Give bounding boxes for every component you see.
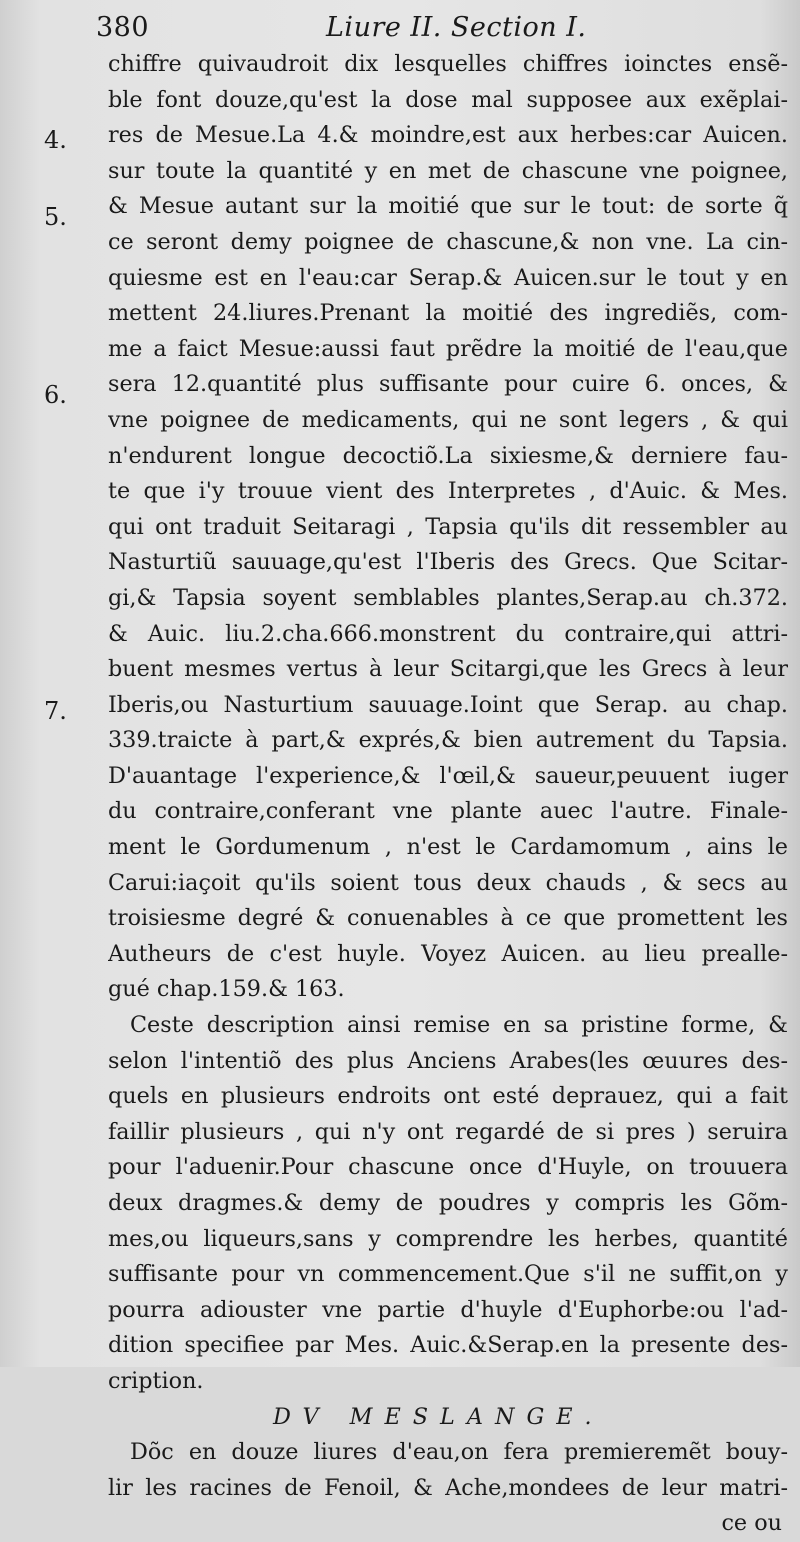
body-text xyxy=(108,47,788,1542)
text-line: quels en plusieurs endroits ont esté deprauez, qui a fait xyxy=(108,1083,788,1110)
text-line: ce seront demy poignee de chascune,& non vne. La cin- xyxy=(108,228,788,255)
text-line: pour l'aduenir.Pour chascune once d'Huyle, on trouuera xyxy=(108,1154,788,1181)
text-line: faillir plusieurs , qui n'y ont regardé de si pres ) seruira xyxy=(108,1118,788,1145)
text-line: dition specifiee par Mes. Auic.&Serap.en la presente des- xyxy=(108,1332,788,1359)
margin-number-5: 5. xyxy=(44,203,67,231)
text-line: troisiesme degré & conuenables à ce que promettent les xyxy=(108,905,788,932)
text-line: lir les racines de Fenoil, & Ache,mondees de leur matri- xyxy=(108,1474,788,1501)
text-line: te que i'y trouue vient des Interpretes , d'Auic. & Mes. xyxy=(108,478,788,505)
text-line: Autheurs de c'est huyle. Voyez Auicen. au lieu prealle- xyxy=(108,940,788,967)
section-heading: DV MESLANGE. xyxy=(273,1403,604,1430)
running-head: Liure II. Section I. xyxy=(326,12,587,43)
text-line: & Auic. liu.2.cha.666.monstrent du contraire,qui attri- xyxy=(108,620,788,647)
text-line: quiesme est en l'eau:car Serap.& Auicen.sur le tout y en xyxy=(108,264,788,291)
text-line: chiffre quivaudroit dix lesquelles chiffres ioinctes ensẽ- xyxy=(108,51,788,77)
text-line: gué chap.159.& 163. xyxy=(108,976,345,1003)
text-line: suffisante pour vn commencement.Que s'il ne suffit,on y xyxy=(108,1261,788,1288)
text-line: Iberis,ou Nasturtium sauuage.Ioint que Serap. au chap. xyxy=(108,691,788,718)
text-line: Carui:iaçoit qu'ils soient tous deux chauds , & secs au xyxy=(108,869,788,896)
text-line: res de Mesue.La 4.& moindre,est aux herbes:car Auicen. xyxy=(108,122,788,149)
text-line: me a faict Mesue:aussi faut prẽdre la moitié de l'eau,que xyxy=(108,335,788,362)
text-line: selon l'intentiõ des plus Anciens Arabes(les œuures des- xyxy=(108,1047,788,1074)
text-line: 339.traicte à part,& exprés,& bien autrement du Tapsia. xyxy=(108,727,788,754)
text-line: ment le Gordumenum , n'est le Cardamomum , ains le xyxy=(108,834,788,861)
text-line: du contraire,conferant vne plante auec l'autre. Finale- xyxy=(108,798,788,825)
text-line: mes,ou liqueurs,sans y comprendre les herbes, quantité xyxy=(108,1225,788,1252)
catchword: ce ou xyxy=(721,1510,782,1537)
text-line: Nasturtiũ sauuage,qu'est l'Iberis des Grecs. Que Scitar- xyxy=(108,549,788,576)
page-header xyxy=(96,12,796,52)
margin-number-7: 7. xyxy=(44,697,67,725)
text-line: vne poignee de medicaments, qui ne sont legers , & qui xyxy=(108,406,788,433)
text-line: sera 12.quantité plus suffisante pour cuire 6. onces, & xyxy=(108,371,788,398)
text-line: Dõc en douze liures d'eau,on fera premieremẽt bouy- xyxy=(130,1439,788,1466)
text-line: cription. xyxy=(108,1367,204,1394)
margin-number-6: 6. xyxy=(44,381,67,409)
text-line: n'endurent longue decoctiõ.La sixiesme,& derniere fau- xyxy=(108,442,788,469)
text-line: gi,& Tapsia soyent semblables plantes,Serap.au ch.372. xyxy=(108,584,788,611)
text-line: qui ont traduit Seitaragi , Tapsia qu'ils dit ressembler au xyxy=(108,513,788,540)
text-line: deux dragmes.& demy de poudres y compris les Gõm- xyxy=(108,1190,788,1216)
text-line: sur toute la quantité y en met de chascune vne poignee, xyxy=(108,157,788,184)
text-line: ble font douze,qu'est la dose mal supposee aux exẽplai- xyxy=(108,86,788,113)
text-line: Ceste description ainsi remise en sa pristine forme, & xyxy=(130,1012,788,1039)
text-line: & Mesue autant sur la moitié que sur le tout: de sorte q̃ xyxy=(108,193,788,220)
text-line: D'auantage l'experience,& l'œil,& saueur,peuuent iuger xyxy=(108,762,788,789)
text-line: buent mesmes vertus à leur Scitargi,que les Grecs à leur xyxy=(108,656,788,683)
text-line: mettent 24.liures.Prenant la moitié des ingrediẽs, com- xyxy=(108,300,788,327)
text-line: pourra adiouster vne partie d'huyle d'Euphorbe:ou l'ad- xyxy=(108,1296,788,1323)
margin-number-4: 4. xyxy=(44,126,67,154)
page-number: 380 xyxy=(96,12,150,43)
